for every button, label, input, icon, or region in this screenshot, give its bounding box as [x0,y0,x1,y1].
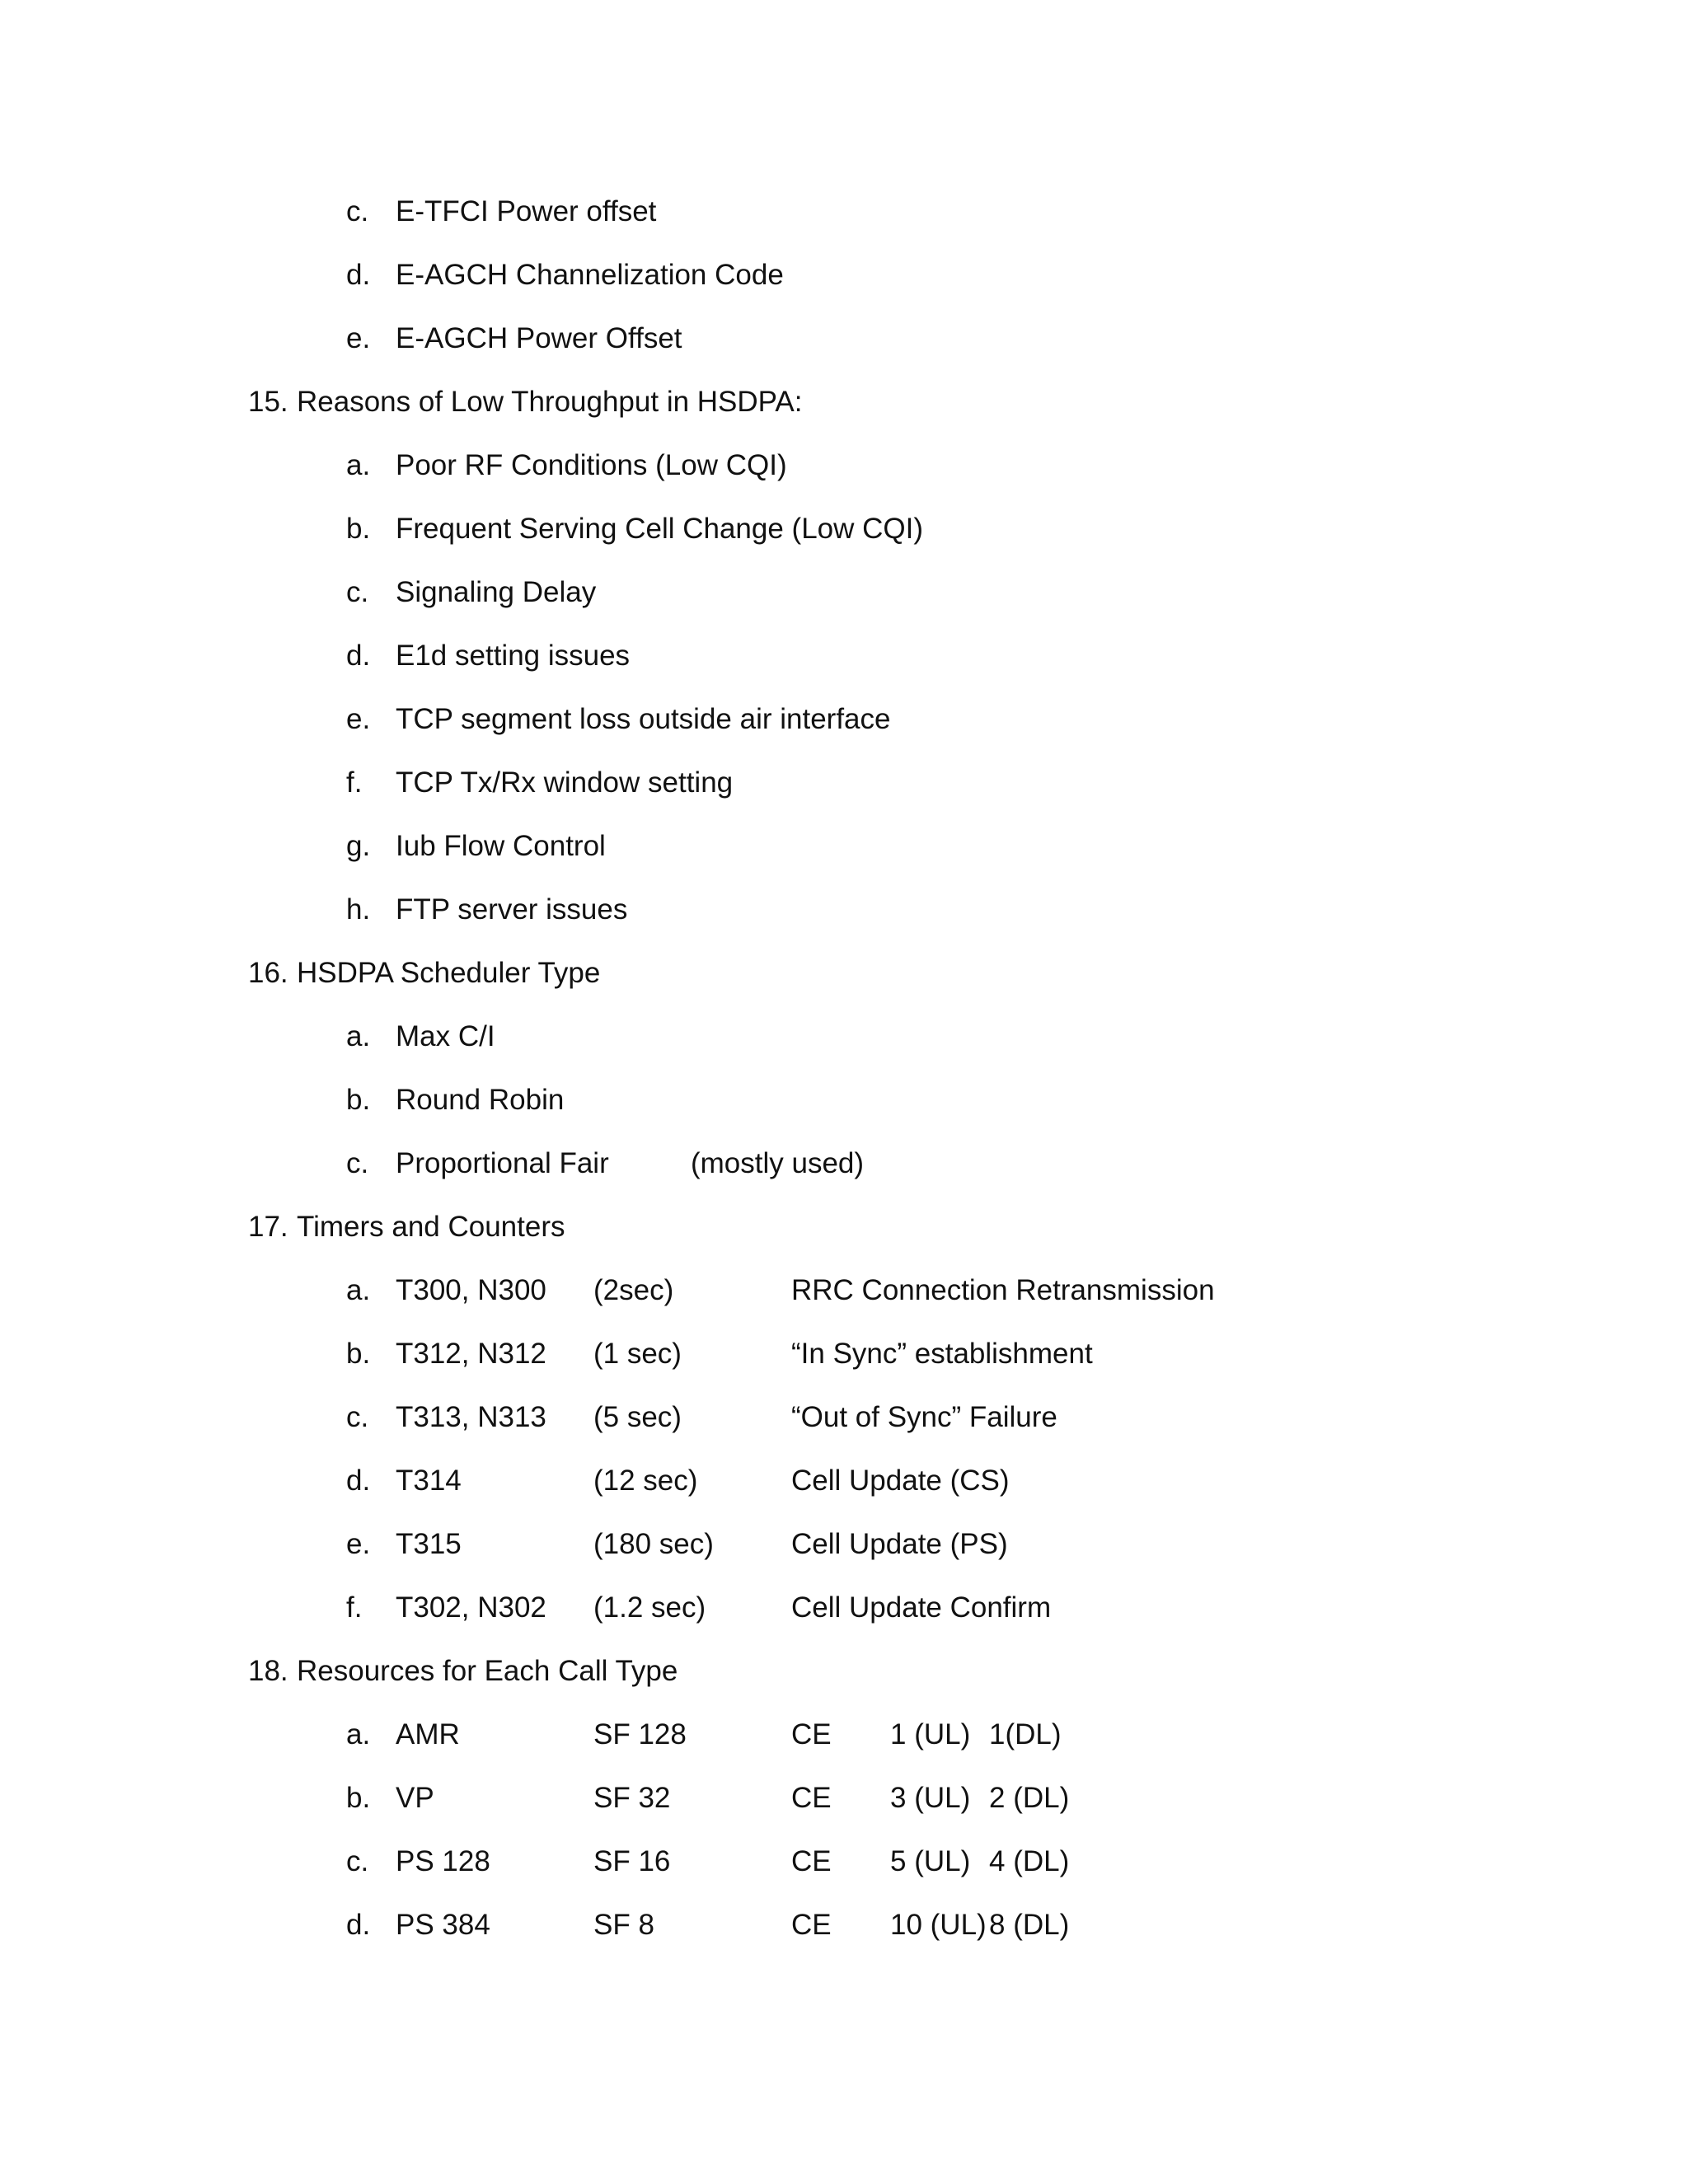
item-letter: d. [346,1465,371,1497]
list-item [0,448,1688,484]
item-text: Frequent Serving Cell Change (Low CQI) [396,513,924,545]
timer-value: (5 sec) [593,1401,682,1433]
section-heading [0,1653,1688,1690]
spreading-factor: SF 16 [593,1845,671,1877]
list-item [0,1019,1688,1055]
item-letter: c. [346,1401,369,1433]
ce-uplink: 3 (UL) [890,1782,971,1814]
list-item [0,892,1688,928]
item-text: Round Robin [396,1084,565,1116]
list-item [0,765,1688,801]
list-item [0,574,1688,611]
item-letter: a. [346,1718,371,1750]
item-letter: g. [346,830,371,862]
item-letter: e. [346,1528,371,1560]
section-heading [0,955,1688,991]
call-type: PS 128 [396,1845,490,1877]
item-text: E-AGCH Power Offset [396,322,682,354]
timer-description: Cell Update (PS) [791,1528,1008,1560]
section-title: HSDPA Scheduler Type [297,957,601,989]
table-row [0,1463,1688,1499]
list-item [0,511,1688,547]
item-letter: a. [346,1020,371,1052]
timer-value: (1 sec) [593,1338,682,1370]
spreading-factor: SF 128 [593,1718,687,1750]
spreading-factor: SF 8 [593,1909,654,1941]
ce-label: CE [791,1718,832,1750]
section-heading [0,1209,1688,1245]
item-text: E-TFCI Power offset [396,195,657,227]
list-item [0,321,1688,357]
item-text: TCP Tx/Rx window setting [396,766,734,799]
ce-uplink: 10 (UL) [890,1909,987,1941]
timer-description: “In Sync” establishment [791,1338,1093,1370]
timer-description: Cell Update (CS) [791,1465,1010,1497]
spreading-factor: SF 32 [593,1782,671,1814]
item-letter: d. [346,259,371,291]
timer-name: T315 [396,1528,462,1560]
table-row [0,1907,1688,1943]
timer-description: “Out of Sync” Failure [791,1401,1057,1433]
item-letter: e. [346,703,371,735]
item-text: Signaling Delay [396,576,597,608]
ce-label: CE [791,1782,832,1814]
table-row [0,1526,1688,1563]
call-type: VP [396,1782,434,1814]
section-title: Timers and Counters [297,1211,565,1243]
item-text: Proportional Fair [396,1147,609,1179]
item-letter: d. [346,640,371,672]
timer-value: (180 sec) [593,1528,714,1560]
list-item [0,828,1688,865]
section-number: 16. [248,957,288,989]
timer-name: T300, N300 [396,1274,546,1306]
list-item [0,638,1688,674]
timer-name: T312, N312 [396,1338,546,1370]
timer-value: (12 sec) [593,1465,698,1497]
table-row [0,1717,1688,1753]
timer-name: T314 [396,1465,462,1497]
section-number: 17. [248,1211,288,1243]
ce-label: CE [791,1845,832,1877]
item-text: TCP segment loss outside air interface [396,703,891,735]
item-letter: a. [346,1274,371,1306]
section-number: 15. [248,386,288,418]
item-letter: d. [346,1909,371,1941]
list-item [0,194,1688,230]
table-row [0,1399,1688,1436]
ce-uplink: 1 (UL) [890,1718,971,1750]
call-type: AMR [396,1718,460,1750]
item-text: FTP server issues [396,893,628,926]
timer-description: RRC Connection Retransmission [791,1274,1215,1306]
item-text: E1d setting issues [396,640,631,672]
timer-value: (2sec) [593,1274,674,1306]
section-title: Resources for Each Call Type [297,1655,678,1687]
item-letter: b. [346,1084,371,1116]
list-item [0,257,1688,293]
ce-downlink: 8 (DL) [989,1909,1070,1941]
ce-downlink: 1(DL) [989,1718,1062,1750]
item-letter: e. [346,322,371,354]
ce-uplink: 5 (UL) [890,1845,971,1877]
item-letter: b. [346,1338,371,1370]
table-row [0,1590,1688,1626]
item-letter: c. [346,576,369,608]
timer-name: T302, N302 [396,1591,546,1624]
table-row [0,1272,1688,1309]
ce-label: CE [791,1909,832,1941]
call-type: PS 384 [396,1909,490,1941]
section-number: 18. [248,1655,288,1687]
item-letter: f. [346,1591,363,1624]
item-letter: c. [346,195,369,227]
section-heading [0,384,1688,420]
table-row [0,1780,1688,1816]
item-letter: c. [346,1845,369,1877]
item-text: Iub Flow Control [396,830,606,862]
list-item [0,1146,1688,1182]
timer-description: Cell Update Confirm [791,1591,1052,1624]
table-row [0,1844,1688,1880]
timer-name: T313, N313 [396,1401,546,1433]
table-row [0,1336,1688,1372]
item-letter: b. [346,1782,371,1814]
ce-downlink: 4 (DL) [989,1845,1070,1877]
item-letter: f. [346,766,363,799]
item-text: Poor RF Conditions (Low CQI) [396,449,787,481]
timer-value: (1.2 sec) [593,1591,706,1624]
list-item [0,701,1688,738]
section-title: Reasons of Low Throughput in HSDPA: [297,386,803,418]
item-note: (mostly used) [691,1147,865,1179]
item-letter: b. [346,513,371,545]
item-text: E-AGCH Channelization Code [396,259,784,291]
list-item [0,1082,1688,1118]
item-letter: c. [346,1147,369,1179]
ce-downlink: 2 (DL) [989,1782,1070,1814]
item-letter: h. [346,893,371,926]
item-letter: a. [346,449,371,481]
item-text: Max C/I [396,1020,495,1052]
